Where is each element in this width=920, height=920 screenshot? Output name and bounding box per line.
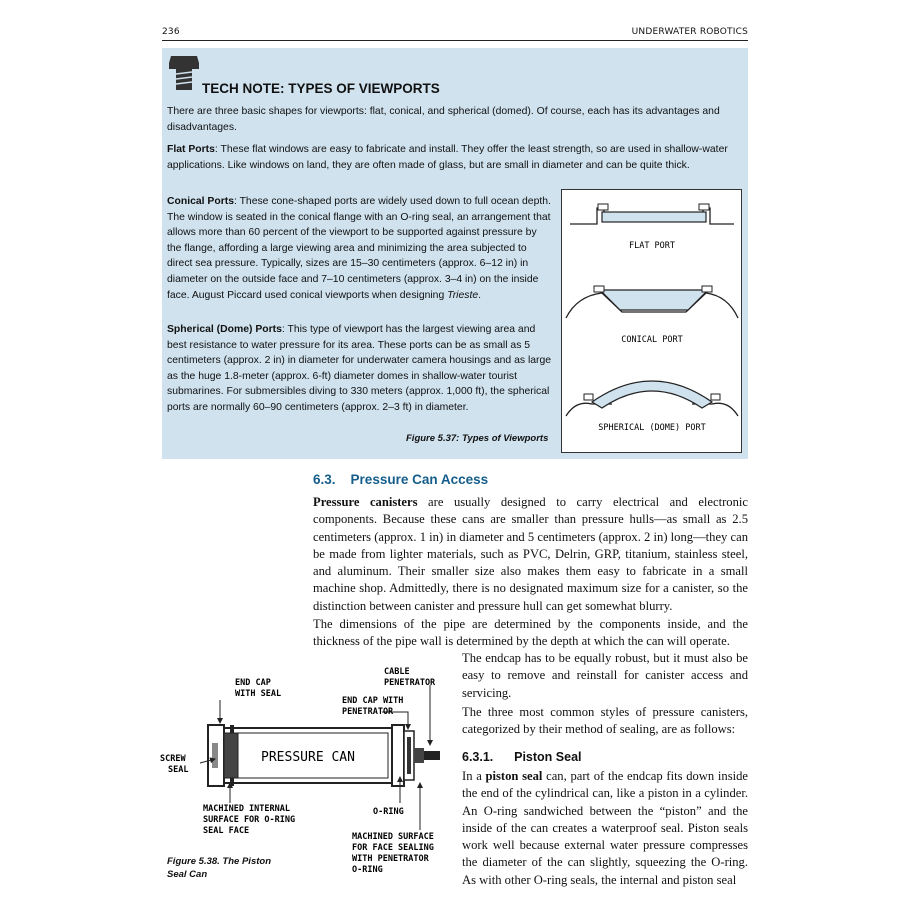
section-para-2a: The dimensions of the pipe are determined by the components inside, and the thickness of the pipe wall is determined by the depth at which the can will operate. [313,617,748,649]
spherical-ports-para [167,322,552,416]
conical-port-label: CONICAL PORT [621,335,683,345]
cable-label-1: CABLE [384,667,410,677]
section-number: 6.3. [313,472,336,487]
tech-note-box [162,48,748,459]
screw-seal-label-2: SEAL [168,765,189,775]
flat-ports-text: : These flat windows are easy to fabricate and install. They offer the least strength, so are used in shallow-water applications. Like windows on land, they are often made of glass, but are small in diameter and can be quite thick. [167,144,728,171]
machined-face-label-3: WITH PENETRATOR [352,854,429,864]
piston-seal-diagram [160,655,460,890]
end-cap-seal-label-2: WITH SEAL [235,689,282,699]
running-title: UNDERWATER ROBOTICS [631,27,748,37]
machined-internal-label-2: SURFACE FOR O-RING [203,815,296,825]
cable-label-2: PENETRATOR [384,678,436,688]
tech-note-title: TECH NOTE: TYPES OF VIEWPORTS [202,81,440,96]
section-para-2b: The endcap has to be equally robust, but it must also be easy to remove and reinstall for canister access and servicing. [462,651,748,700]
conical-ports-text: : These cone-shaped ports are widely used down to full ocean depth. The window is seated in the conical flange with an O-ring seal, an arrangement that allows more than 60 percent of the viewport to be supported against pressure by the flange, affording a large viewing area and minimizing the area subjected to direct sea pressure. Typically, sizes are 15–30 centimeters (approx. 6–12 in) in diameter on the outside face and 7–10 centimeters (approx. 3–4 in) on the inside face. August Piccard used conical viewports when designing [167,196,551,301]
spherical-ports-term: Spherical (Dome) Ports [167,324,282,335]
spherical-port-label: SPHERICAL (DOME) PORT [598,423,706,433]
screw-seal-label-1: SCREW [160,754,186,764]
figure-538-caption-1: Figure 5.38. The Piston [167,856,271,867]
subsection-title-text: Piston Seal [514,750,582,764]
subsection-title [462,750,582,764]
machined-face-label-1: MACHINED SURFACE [352,832,434,842]
tech-intro: There are three basic shapes for viewports: flat, conical, and spherical (domed). Of course, each has its advantages and disadvantages. [167,106,720,133]
flat-port-label: FLAT PORT [628,241,676,251]
sub-para-pre: In a [462,769,486,783]
pressure-can-label: PRESSURE CAN [261,750,355,765]
para-1-text: are usually designed to carry electrical and electronic components. Because these cans are smaller than pressure hulls—as small as 2.5 centimeters (approx. 1 in) in diameter and 5 centimeters (approx. 2 in) long—they can be made from lighter materials, such as PVC, Delrin, GRP, titanium, stainless steel, and aluminum. Their smaller size also makes them easy to fabricate in a small machine shop. Admittedly, there is no designated maximum size for a canister, so the distinction between canister and pressure hull can get somewhat blurry. [313,495,748,613]
header-rule [162,40,748,41]
section-title-text: Pressure Can Access [350,472,489,487]
conical-ports-para [167,194,552,303]
piston-seal-term: piston seal [485,769,543,783]
sub-para-text: can, part of the endcap fits down inside the end of the cylindrical can, like a piston in a cylinder. An O-ring sandwiched between the “piston” and the inside of the can creates a waterproof seal. Piston seals work well because external water pressure compresses the diameter of the can slightly, squeezing the O-ring. As with other O-ring seals, the internal and piston seal [462,769,748,887]
end-cap-seal-label-1: END CAP [235,678,271,688]
section-title [313,472,488,487]
subsection-number: 6.3.1. [462,750,494,764]
subsection-para [462,768,748,889]
conical-period: . [478,289,482,301]
machined-face-label-4: O-RING [352,865,383,875]
machined-internal-label-3: SEAL FACE [203,826,250,836]
spherical-ports-text: : This type of viewport has the largest viewing area and best resistance to water pressure for its area. These ports can be as small as 5 centimeters (approx. 2 in) in diameter for underwater camera housings and as large as the huge 1.8-meter (approx. 6-ft) diameter domes in shallow-water tourist submarines. For submersibles diving to 330 meters (approx. 1,000 ft), the spherical ports are normally 60–90 centimeters (approx. 2–3 ft) in diameter. [167,324,552,413]
figure-537-caption: Figure 5.37: Types of Viewports [406,433,549,444]
page-number: 236 [162,27,180,37]
viewports-figure [561,189,742,453]
machined-face-label-2: FOR FACE SEALING [352,843,434,853]
trieste-italic: Trieste [447,289,479,301]
flat-ports-para [167,142,739,173]
endcap-pen-label-2: PENETRATOR [342,707,394,717]
figure-538-caption-2: Seal Can [167,869,208,880]
conical-ports-term: Conical Ports [167,196,234,207]
oring-label: O-RING [373,807,404,817]
section-para-1 [313,494,748,615]
pressure-canisters-term: Pressure canisters [313,495,418,509]
machined-internal-label-1: MACHINED INTERNAL [203,804,290,814]
bolt-icon [168,54,200,92]
section-para-3: The three most common styles of pressure canisters, categorized by their method of sealing, are as follows: [462,705,748,737]
flat-ports-term: Flat Ports [167,144,215,155]
viewports-diagram [562,190,741,452]
endcap-pen-label-1: END CAP WITH [342,696,404,706]
